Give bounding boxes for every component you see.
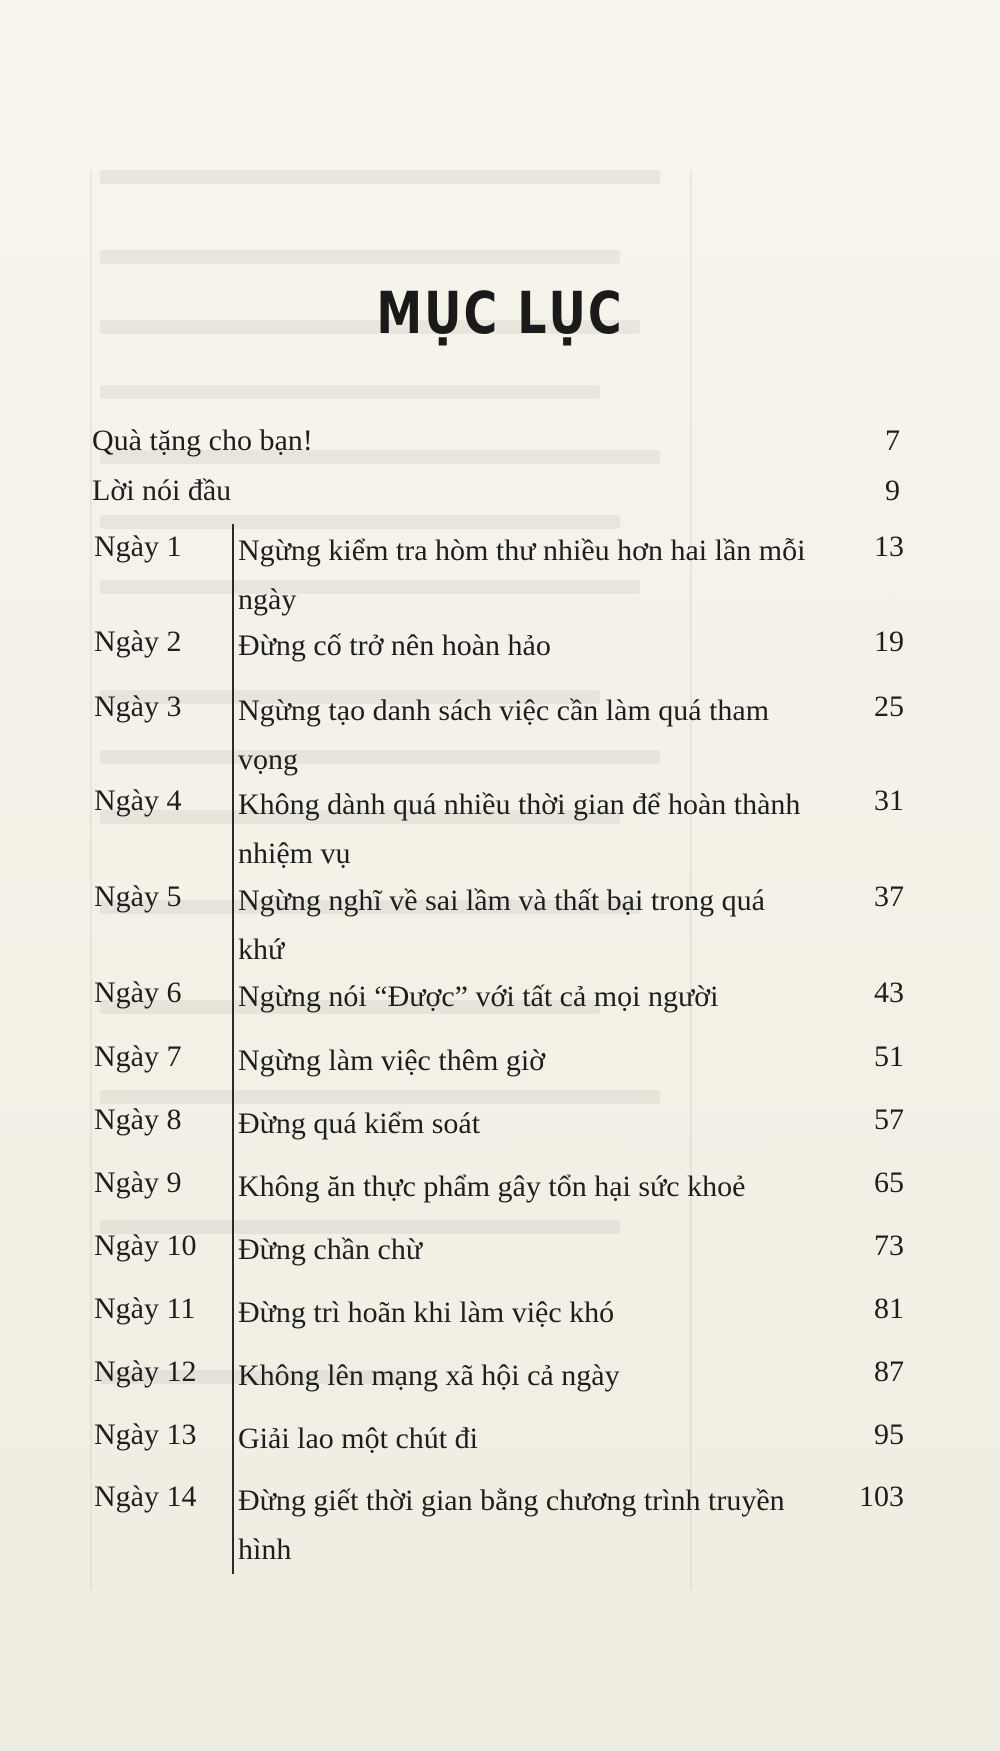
page-number: 25	[874, 690, 904, 723]
chapter-title: Đừng cố trở nên hoàn hảo	[238, 629, 551, 662]
chapter-title: Ngừng nói “Được” với tất cả mọi người	[238, 980, 719, 1013]
chapter-title: Đừng trì hoãn khi làm việc khó	[238, 1296, 615, 1329]
chapter-title: Ngừng kiểm tra hòm thư nhiều hơn hai lần mỗi ngày	[238, 534, 806, 616]
page-number: 43	[874, 976, 904, 1009]
chapter-title: Không dành quá nhiều thời gian để hoàn thành nhiệm vụ	[238, 788, 801, 870]
day-label: Ngày 9	[94, 1166, 182, 1199]
chapter-title: Ngừng nghĩ về sai lầm và thất bại trong quá khứ	[238, 884, 765, 966]
chapter-title: Đừng chần chừ	[238, 1233, 423, 1266]
intro-entry-gift: Quà tặng cho bạn!	[92, 424, 313, 457]
page-number: 87	[874, 1355, 904, 1388]
day-label: Ngày 8	[94, 1103, 182, 1136]
day-label: Ngày 13	[94, 1418, 197, 1451]
day-label: Ngày 2	[94, 625, 182, 658]
day-label: Ngày 12	[94, 1355, 197, 1388]
page-number: 73	[874, 1229, 904, 1262]
day-label: Ngày 14	[94, 1480, 197, 1513]
chapter-title: Đừng quá kiểm soát	[238, 1107, 481, 1140]
day-label: Ngày 7	[94, 1040, 182, 1073]
day-label: Ngày 5	[94, 880, 182, 913]
day-label: Ngày 10	[94, 1229, 197, 1262]
page-number: 31	[874, 784, 904, 817]
chapter-title: Không ăn thực phẩm gây tổn hại sức khoẻ	[238, 1170, 746, 1203]
day-label: Ngày 4	[94, 784, 182, 817]
page-number: 57	[874, 1103, 904, 1136]
day-label: Ngày 3	[94, 690, 182, 723]
chapter-title: Ngừng tạo danh sách việc cần làm quá tham vọng	[238, 694, 770, 776]
column-divider	[232, 524, 234, 1574]
page-number: 19	[874, 625, 904, 658]
day-label: Ngày 1	[94, 530, 182, 563]
page-number: 81	[874, 1292, 904, 1325]
chapter-title: Không lên mạng xã hội cả ngày	[238, 1359, 620, 1392]
page-number: 13	[874, 530, 904, 563]
chapter-title: Đừng giết thời gian bằng chương trình truyền hình	[238, 1484, 785, 1566]
page-number: 103	[859, 1480, 904, 1513]
page-number: 95	[874, 1418, 904, 1451]
toc-title: MỤC LỤC	[376, 279, 624, 347]
chapter-title: Ngừng làm việc thêm giờ	[238, 1044, 546, 1077]
day-label: Ngày 6	[94, 976, 182, 1009]
page-number: 65	[874, 1166, 904, 1199]
intro-entry-preface-page: 9	[885, 474, 900, 507]
intro-entry-gift-page: 7	[885, 424, 900, 457]
chapter-title: Giải lao một chút đi	[238, 1422, 478, 1455]
page-number: 37	[874, 880, 904, 913]
day-label: Ngày 11	[94, 1292, 196, 1325]
page-number: 51	[874, 1040, 904, 1073]
intro-entry-preface: Lời nói đầu	[92, 474, 232, 507]
